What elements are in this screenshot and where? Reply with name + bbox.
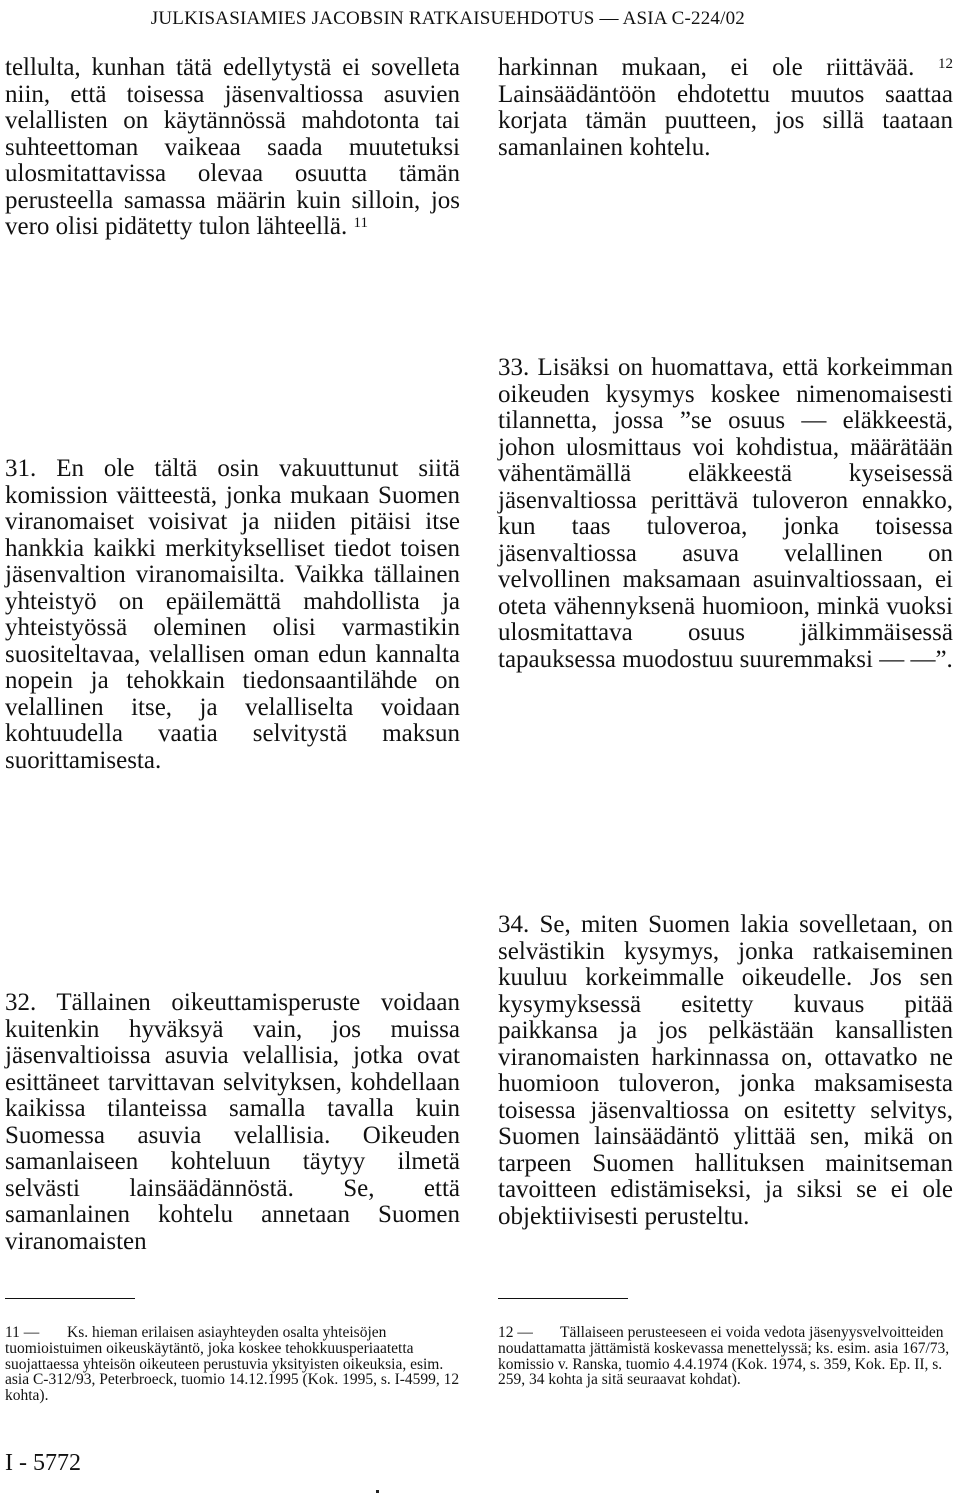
footnote-12: [498, 1325, 953, 1388]
paragraph-text-before: harkinnan mukaan, ei ole riittävää.: [498, 54, 915, 81]
paragraph-32: 32. Tällainen oikeuttamisperuste voidaan kuitenkin hyväksyä vain, jos muissa jäsenvaltioissa asuvia velallisia, jotka ovat esittäneet tarvittavan selvityksen, kohdellaan kaikissa tilanteissa samalla tavalla kuin Suomessa asuvia velallisia. Oikeuden samanlaiseen kohteluun täytyy ilmetä selvästi lainsäädännöstä. Se, että samanlainen kohtelu annetaan Suomen viranomaisten: [5, 989, 460, 1255]
running-header: JULKISASIAMIES JACOBSIN RATKAISUEHDOTUS — ASIA C-224/02: [150, 8, 745, 29]
paragraph-text-after: Lainsäädäntöön ehdotettu muutos saattaa korjata tämän puutteen, jos sillä taataan samanlainen kohtelu.: [498, 80, 953, 161]
footnote-text: Tällaiseen perusteeseen ei voida vedota jäsenyysvelvoitteiden noudattamatta jättämistä koskevassa menettelyssä; ks. esim. asia 167/73, komissio v. Ranska, tuomio 4.4.1974 (Kok. 1974, s. 359, Kok. Ep. II, s. 259, 34 kohta ja sitä seuraavat kohdat).: [498, 1324, 950, 1389]
paragraph-continued-right: [498, 55, 953, 161]
footnote-rule-right: [498, 1298, 628, 1299]
footnote-text: Ks. hieman erilaisen asiayhteyden osalta yhteisöjen tuomioistuimen oikeuskäytäntö, joka koskee tehokkuusperiaatetta suojattaessa yhteisön oikeuteen perustuvia yksityisten oikeuksia, esim. asia C-312/93, Peterbroeck, tuomio 14.12.1995 (Kok. 1995, s. I-4599, 12 kohta).: [5, 1324, 460, 1405]
page-number: I - 5772: [5, 1450, 81, 1476]
paragraph-continued-left: [5, 55, 460, 241]
paragraph-33: 33. Lisäksi on huomattava, että korkeimman oikeuden kysymys koskee nimenomaisesti tilannetta, jossa ”se osuus — eläkkeestä, johon ulosmittaus voi kohdistua, määrätään vähentämällä eläkkeestä kyseisessä jäsenvaltiossa perittävä tuloveron ennakko, kun taas tuloveroa, jonka toisessa jäsenvaltiossa asuva velallinen on velvollinen maksamaan asuinvaltiossaan, ei oteta vähennyksenä huomioon, minkä vuoksi ulosmitattava osuus jälkimmäisessä tapauksessa muodostuu suuremmaksi — —”.: [498, 354, 953, 673]
footnote-number: 11 —: [5, 1324, 40, 1341]
paragraph-34: 34. Se, miten Suomen lakia sovelletaan, on selvästikin kysymys, jonka ratkaiseminen kuuluu korkeimmalle oikeudelle. Jos sen kysymyksessä esitetty kuvaus pitää paikkansa ja jos pelkästään kansallisten viranomaisten harkinnassa on, ottavatko ne huomioon tuloveron, jonka maksamisesta toisessa jäsenvaltiossa on esitetty selvitys, Suomen lainsäädäntö ylittää sen, mikä on tarpeen Suomen hallituksen mainitseman tavoitteen edistämiseksi, ja siksi se ei ole objektiivisesti perusteltu.: [498, 911, 953, 1230]
paragraph-text: tellulta, kunhan tätä edellytystä ei sovelleta niin, että toisessa jäsenvaltiossa asuvien velallisten on käytännössä mahdotonta tai suhteettoman vaikeaa saada muutetuksi ulosmitattavissa olevaa osuutta tämän perusteella samassa määrin kuin silloin, jos vero olisi pidätetty tulon lähteellä.: [5, 54, 460, 240]
footnote-rule-left: [5, 1298, 135, 1299]
print-mark: [376, 1490, 379, 1493]
paragraph-31: 31. En ole tältä osin vakuuttunut siitä komission väitteestä, jonka mukaan Suomen viranomaiset voisivat ja niiden pitäisi itse hankkia kaikki merkitykselliset tiedot toisen jäsenvaltion viranomaisilta. Vaikka tällainen yhteistyö on epäilemättä mahdollista ja yhteistyössä oleminen olisi varmastikin suositeltavaa, velallisen oman edun kannalta nopein ja tehokkain tiedonsaantilähde on velallinen itse, ja velalliselta voidaan kohtuudella vaatia selvitystä maksun suorittamisesta.: [5, 455, 460, 774]
footnote-number: 12 —: [498, 1324, 533, 1341]
footnote-ref-11[interactable]: 11: [353, 215, 368, 231]
footnote-ref-12[interactable]: 12: [938, 56, 954, 72]
footnote-11: [5, 1325, 460, 1404]
